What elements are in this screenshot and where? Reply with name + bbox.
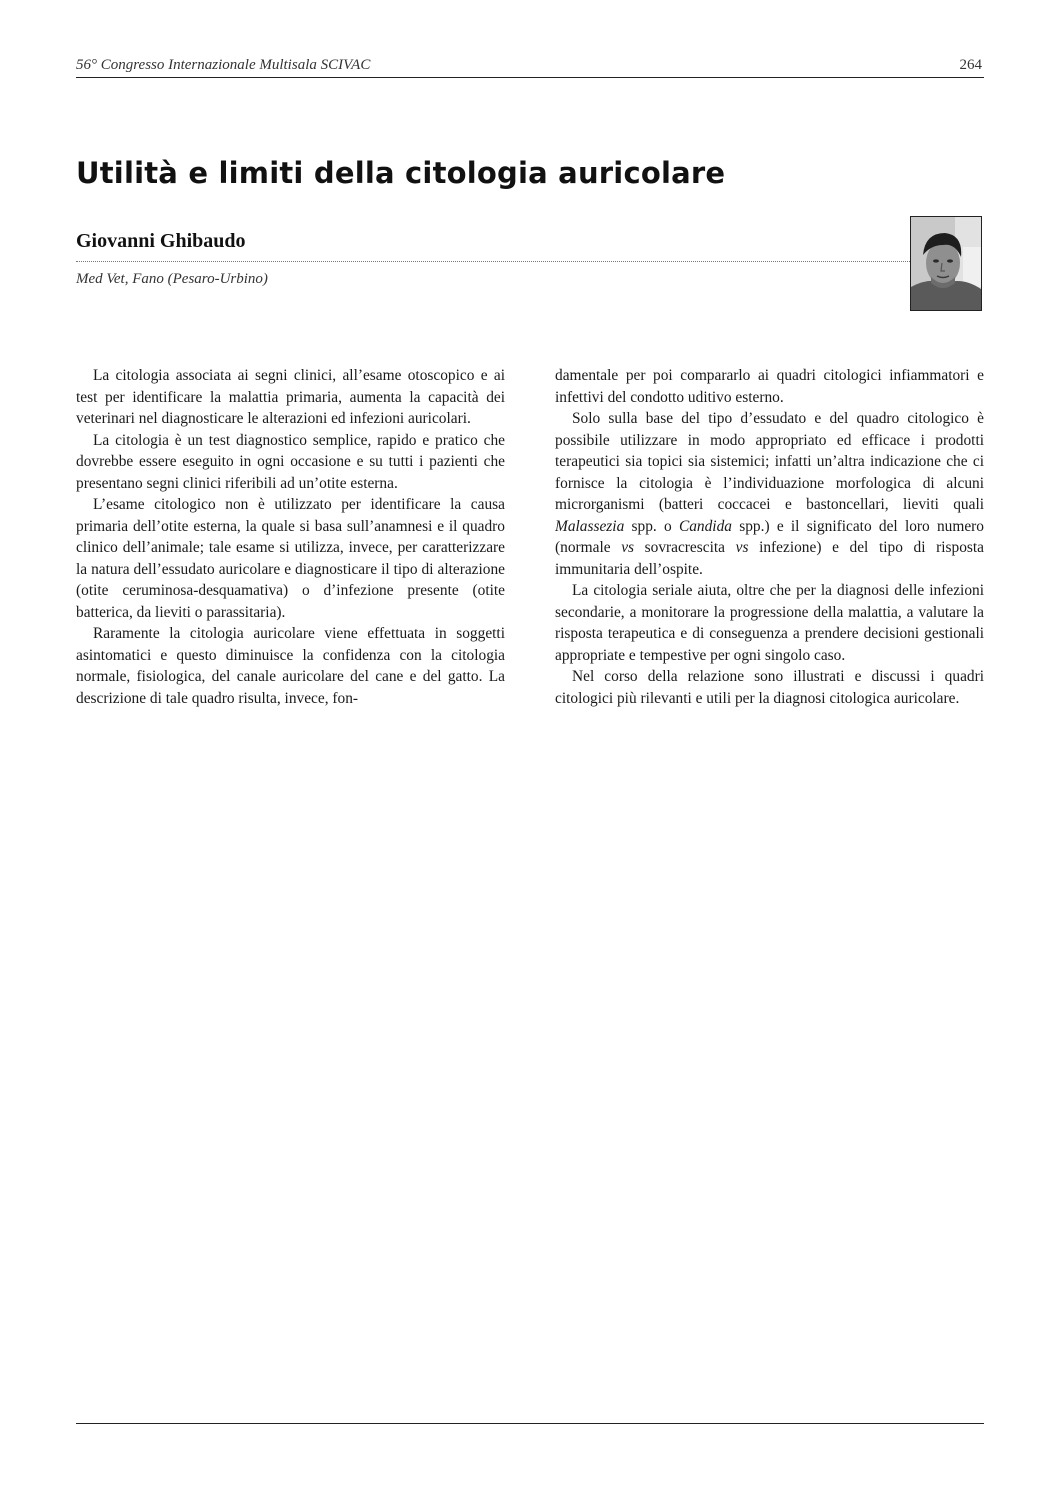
text-run: infezione) e del tipo di risposta immunitaria dell’ospite. bbox=[555, 539, 984, 578]
author-affiliation: Med Vet, Fano (Pesaro-Urbino) bbox=[76, 271, 268, 287]
versus-term: vs bbox=[621, 539, 635, 556]
footer-rule bbox=[76, 1423, 984, 1424]
text-run: spp. o bbox=[624, 517, 679, 535]
article-title: Utilità e limiti della citologia auricolare bbox=[76, 156, 726, 190]
body-paragraph: La citologia seriale aiuta, oltre che per la diagnosi delle infezioni secondarie, a monitorare la progressione della malattia, a valutare la risposta terapeutica e di conseguenza a prendere decisioni gestionali appropriate e tempestive per ogni singolo caso. bbox=[555, 582, 984, 664]
body-paragraph: damentale per poi compararlo ai quadri citologici infiammatori e infettivi del condotto uditivo esterno. bbox=[555, 367, 984, 406]
genus-name: Candida bbox=[678, 517, 732, 535]
author-photo bbox=[910, 216, 982, 311]
body-paragraph: L’esame citologico non è utilizzato per identificare la causa primaria dell’otite esterna, la quale si basa sull’anamnesi e il quadro clinico dell’animale; tale esame si utilizza, invece, per caratterizzare la natura dell’essudato auricolare e diagnosticare il tipo di alterazione (otite ceruminosa-desquamativa) o d’infezione presente (otite batterica, da lieviti o parassitaria). bbox=[76, 496, 505, 621]
author-name: Giovanni Ghibaudo bbox=[76, 230, 246, 252]
dotted-divider bbox=[76, 261, 910, 262]
body-paragraph bbox=[555, 408, 984, 580]
body-paragraph: Raramente la citologia auricolare viene effettuata in soggetti asintomatici e questo diminuisce la confidenza con la citologia normale, fisiologica, del canale auricolare del cane e del gatto. La descrizione di tale quadro risulta, invece, fon- bbox=[76, 625, 505, 707]
text-run: spp.) e il significato del loro numero (normale bbox=[555, 517, 985, 556]
genus-name: Malassezia bbox=[555, 517, 625, 535]
body-paragraph: La citologia associata ai segni clinici, all’esame otoscopico e ai test per identificare la malattia primaria, aumenta la capacità dei veterinari nel diagnosticare le alterazioni ed infezioni auricolari. bbox=[76, 367, 505, 427]
versus-term: vs bbox=[735, 539, 749, 556]
text-run: Solo sulla base del tipo d’essudato e del quadro citologico è possibile utilizzare in modo appropriato ed efficace i prodotti terapeutici sia topici sia sistemici; infatti un’altra indicazione che ci fornisce la citologia è l’individuazione morfologica di alcuni microrganismi (batteri coccacei e bastoncellari, lieviti quali bbox=[555, 410, 984, 513]
body-paragraph: La citologia è un test diagnostico semplice, rapido e pratico che dovrebbe essere eseguito in ogni occasione e su tutti i pazienti che presentano segni clinici riferibili ad un’otite esterna. bbox=[76, 431, 505, 492]
conference-name: 56° Congresso Internazionale Multisala SCIVAC bbox=[76, 57, 371, 73]
body-paragraph: Nel corso della relazione sono illustrati e discussi i quadri citologici più rilevanti e utili per la diagnosi citologica auricolare. bbox=[555, 668, 984, 707]
text-run: sovracrescita bbox=[634, 539, 736, 556]
body-column-left bbox=[76, 365, 505, 709]
page-number: 264 bbox=[959, 57, 982, 73]
body-column-right bbox=[555, 365, 984, 709]
running-header bbox=[76, 57, 984, 78]
